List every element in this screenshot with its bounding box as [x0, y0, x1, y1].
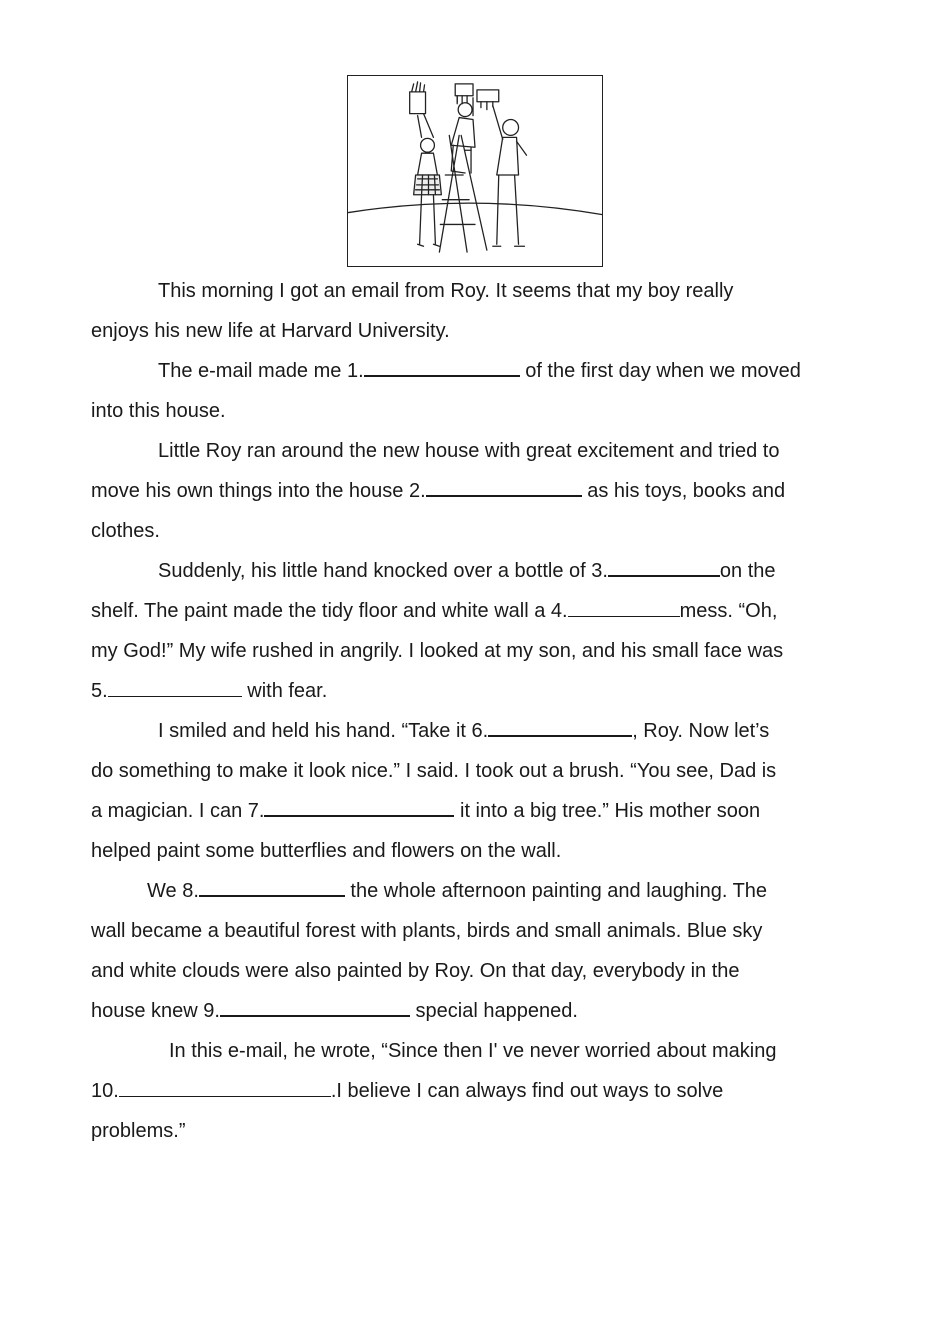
passage-line: my God!” My wife rushed in angrily. I looked at my son, and his small face was [91, 640, 784, 662]
passage-line: 10. .I believe I can always find out ways to solve [91, 1080, 724, 1102]
passage-line: This morning I got an email from Roy. It seems that my boy really [158, 280, 734, 302]
illustration [347, 75, 603, 267]
passage-line: problems.” [91, 1120, 186, 1142]
blank-9[interactable] [220, 997, 410, 1017]
passage-line: We 8. the whole afternoon painting and laughing. The [91, 871, 871, 911]
passage-line: a magician. I can 7. it into a big tree.” His mother soon [91, 791, 871, 831]
blank-10[interactable] [119, 1078, 331, 1097]
blank-3[interactable] [608, 557, 720, 577]
passage-line: Little Roy ran around the new house with great excitement and tried to [158, 440, 780, 462]
passage-line: wall became a beautiful forest with plants, birds and small animals. Blue sky [91, 920, 763, 942]
family-painting-wall-icon [348, 76, 602, 266]
passage-line: house knew 9. special happened. [91, 991, 871, 1031]
blank-2[interactable] [426, 477, 582, 497]
blank-6[interactable] [488, 717, 632, 737]
passage-line: helped paint some butterflies and flowers on the wall. [91, 840, 562, 862]
blank-1[interactable] [364, 357, 520, 377]
passage-line: and white clouds were also painted by Roy. On that day, everybody in the [91, 960, 740, 982]
passage-line: Suddenly, his little hand knocked over a bottle of 3. on the [91, 551, 871, 591]
passage-line: 5. with fear. [91, 680, 328, 702]
passage-line: shelf. The paint made the tidy floor and white wall a 4. mess. “Oh, [91, 600, 778, 622]
passage-line: clothes. [91, 520, 160, 542]
passage [91, 271, 871, 1151]
passage-line: move his own things into the house 2. as his toys, books and [91, 471, 871, 511]
passage-line: into this house. [91, 400, 226, 422]
passage-line: do something to make it look nice.” I said. I took out a brush. “You see, Dad is [91, 760, 777, 782]
blank-4[interactable] [568, 598, 680, 617]
blank-8[interactable] [199, 877, 345, 897]
blank-7[interactable] [264, 797, 454, 817]
passage-line: In this e-mail, he wrote, “Since then I' ve never worried about making [169, 1040, 777, 1062]
passage-line: The e-mail made me 1. of the first day when we moved [91, 351, 871, 391]
passage-line: I smiled and held his hand. “Take it 6. , Roy. Now let’s [91, 711, 871, 751]
blank-5[interactable] [108, 678, 242, 697]
passage-line: enjoys his new life at Harvard University. [91, 320, 450, 342]
